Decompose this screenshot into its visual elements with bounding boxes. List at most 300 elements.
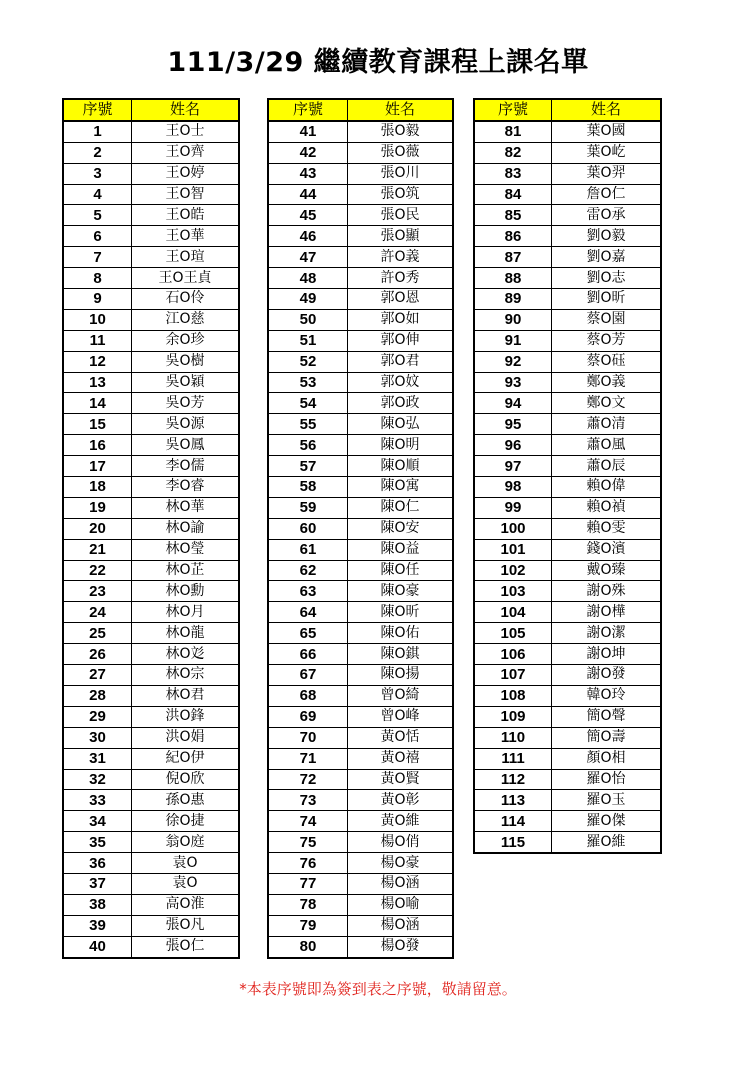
table-row (63, 414, 239, 435)
row-name: 楊O豪 (348, 853, 454, 874)
row-number: 73 (268, 790, 348, 811)
footer-note: *本表序號即為簽到表之序號，敬請留意。 (239, 980, 517, 998)
row-number: 17 (63, 456, 132, 477)
table-row (268, 121, 453, 142)
row-name: 簡O聲 (552, 706, 662, 727)
row-number: 36 (63, 853, 132, 874)
header-name: 姓名 (132, 99, 240, 121)
row-name: 郭O如 (348, 309, 454, 330)
table-row (474, 163, 661, 184)
row-name: 王O華 (132, 226, 240, 247)
row-name: 袁O (132, 873, 240, 894)
row-name: 蔡O砡 (552, 351, 662, 372)
row-number: 72 (268, 769, 348, 790)
row-number: 60 (268, 518, 348, 539)
row-number: 114 (474, 811, 552, 832)
table-row (268, 560, 453, 581)
row-name: 謝O發 (552, 665, 662, 686)
row-number: 38 (63, 894, 132, 915)
row-name: 陳O佑 (348, 623, 454, 644)
table-row (63, 727, 239, 748)
row-number: 78 (268, 894, 348, 915)
row-name: 羅O維 (552, 832, 662, 853)
table-row (268, 247, 453, 268)
row-number: 18 (63, 477, 132, 498)
table-row (268, 435, 453, 456)
row-name: 黃O賢 (348, 769, 454, 790)
row-number: 89 (474, 289, 552, 310)
table-row (63, 769, 239, 790)
row-number: 48 (268, 268, 348, 289)
table-row (474, 602, 661, 623)
row-name: 江O慈 (132, 309, 240, 330)
row-number: 54 (268, 393, 348, 414)
row-name: 袁O (132, 853, 240, 874)
row-name: 楊O發 (348, 936, 454, 957)
row-name: 張O仁 (132, 936, 240, 957)
row-number: 95 (474, 414, 552, 435)
row-name: 王O瑄 (132, 247, 240, 268)
row-name: 葉O羿 (552, 163, 662, 184)
table-row (268, 518, 453, 539)
table-row (474, 456, 661, 477)
row-number: 107 (474, 665, 552, 686)
row-number: 111 (474, 748, 552, 769)
row-number: 99 (474, 497, 552, 518)
row-name: 吳O穎 (132, 372, 240, 393)
table-row (63, 790, 239, 811)
roster-table-1 (62, 98, 240, 959)
table-row (474, 811, 661, 832)
row-number: 94 (474, 393, 552, 414)
table-row (268, 142, 453, 163)
table-row (63, 644, 239, 665)
row-name: 張O凡 (132, 915, 240, 936)
row-number: 106 (474, 644, 552, 665)
table-row (268, 581, 453, 602)
table-row (268, 163, 453, 184)
table-row (268, 330, 453, 351)
row-name: 高O淮 (132, 894, 240, 915)
header-row (268, 99, 453, 121)
row-number: 103 (474, 581, 552, 602)
row-number: 16 (63, 435, 132, 456)
table-row (268, 205, 453, 226)
row-name: 張O民 (348, 205, 454, 226)
table-row (474, 539, 661, 560)
row-name: 林O瑩 (132, 539, 240, 560)
row-number: 47 (268, 247, 348, 268)
roster-table-3 (473, 98, 662, 854)
table-row (474, 518, 661, 539)
header-number: 序號 (268, 99, 348, 121)
header-row (474, 99, 661, 121)
row-name: 鄭O文 (552, 393, 662, 414)
row-name: 黃O恬 (348, 727, 454, 748)
table-row (474, 121, 661, 142)
row-name: 王O齊 (132, 142, 240, 163)
row-name: 陳O豪 (348, 581, 454, 602)
row-name: 楊O喻 (348, 894, 454, 915)
row-number: 69 (268, 706, 348, 727)
row-name: 林O諭 (132, 518, 240, 539)
row-number: 110 (474, 727, 552, 748)
row-number: 109 (474, 706, 552, 727)
row-name: 郭O政 (348, 393, 454, 414)
row-name: 林O華 (132, 497, 240, 518)
row-number: 9 (63, 289, 132, 310)
table-row (268, 894, 453, 915)
row-name: 戴O臻 (552, 560, 662, 581)
table-row (268, 372, 453, 393)
row-name: 張O顯 (348, 226, 454, 247)
row-number: 27 (63, 665, 132, 686)
row-name: 賴O禎 (552, 497, 662, 518)
table-row (474, 372, 661, 393)
table-row (63, 497, 239, 518)
table-row (474, 226, 661, 247)
table-row (474, 832, 661, 853)
row-number: 6 (63, 226, 132, 247)
table-row (63, 518, 239, 539)
row-name: 翁O庭 (132, 832, 240, 853)
row-number: 5 (63, 205, 132, 226)
row-name: 羅O怡 (552, 769, 662, 790)
row-name: 林O月 (132, 602, 240, 623)
table-row (63, 393, 239, 414)
row-number: 67 (268, 665, 348, 686)
row-number: 105 (474, 623, 552, 644)
row-name: 王O智 (132, 184, 240, 205)
row-name: 郭O恩 (348, 289, 454, 310)
row-number: 71 (268, 748, 348, 769)
table-row (474, 644, 661, 665)
row-name: 賴O偉 (552, 477, 662, 498)
row-name: 陳O錤 (348, 644, 454, 665)
row-name: 謝O殊 (552, 581, 662, 602)
table-row (268, 748, 453, 769)
header-row (63, 99, 239, 121)
row-name: 倪O欣 (132, 769, 240, 790)
row-name: 陳O仁 (348, 497, 454, 518)
table-row (268, 456, 453, 477)
row-number: 14 (63, 393, 132, 414)
table-row (63, 184, 239, 205)
row-number: 91 (474, 330, 552, 351)
row-number: 10 (63, 309, 132, 330)
table-row (474, 685, 661, 706)
row-number: 51 (268, 330, 348, 351)
table-row (268, 497, 453, 518)
row-number: 90 (474, 309, 552, 330)
row-number: 46 (268, 226, 348, 247)
table-row (63, 706, 239, 727)
row-number: 24 (63, 602, 132, 623)
row-number: 21 (63, 539, 132, 560)
row-name: 楊O涵 (348, 915, 454, 936)
row-name: 陳O昕 (348, 602, 454, 623)
table-row (268, 832, 453, 853)
row-name: 簡O壽 (552, 727, 662, 748)
row-name: 郭O伸 (348, 330, 454, 351)
row-name: 羅O玉 (552, 790, 662, 811)
table-row (474, 330, 661, 351)
row-name: 林O彣 (132, 644, 240, 665)
row-number: 11 (63, 330, 132, 351)
table-row (474, 665, 661, 686)
row-number: 37 (63, 873, 132, 894)
header-number: 序號 (63, 99, 132, 121)
row-number: 101 (474, 539, 552, 560)
table-row (268, 602, 453, 623)
row-number: 23 (63, 581, 132, 602)
header-name: 姓名 (552, 99, 662, 121)
row-name: 曾O綺 (348, 685, 454, 706)
row-number: 62 (268, 560, 348, 581)
row-number: 3 (63, 163, 132, 184)
table-row (474, 748, 661, 769)
table-row (268, 268, 453, 289)
table-row (474, 477, 661, 498)
row-number: 65 (268, 623, 348, 644)
row-number: 22 (63, 560, 132, 581)
row-name: 李O儒 (132, 456, 240, 477)
table-row (268, 644, 453, 665)
table-row (63, 435, 239, 456)
row-name: 郭O君 (348, 351, 454, 372)
row-number: 45 (268, 205, 348, 226)
page-title: 111/3/29 繼續教育課程上課名單 (167, 47, 589, 78)
table-row (63, 748, 239, 769)
row-name: 陳O揚 (348, 665, 454, 686)
row-number: 4 (63, 184, 132, 205)
table-row (268, 853, 453, 874)
row-number: 52 (268, 351, 348, 372)
row-number: 43 (268, 163, 348, 184)
row-name: 顏O相 (552, 748, 662, 769)
row-number: 104 (474, 602, 552, 623)
table-row (268, 811, 453, 832)
row-name: 黃O彰 (348, 790, 454, 811)
table-row (474, 289, 661, 310)
row-number: 26 (63, 644, 132, 665)
row-number: 19 (63, 497, 132, 518)
table-row (63, 163, 239, 184)
row-number: 61 (268, 539, 348, 560)
row-name: 吳O鳳 (132, 435, 240, 456)
table-row (268, 936, 453, 957)
table-row (474, 497, 661, 518)
row-name: 張O筑 (348, 184, 454, 205)
row-name: 吳O芳 (132, 393, 240, 414)
table-row (474, 142, 661, 163)
table-row (63, 853, 239, 874)
row-number: 92 (474, 351, 552, 372)
table-row (63, 477, 239, 498)
row-name: 陳O順 (348, 456, 454, 477)
table-row (474, 769, 661, 790)
row-name: 洪O鋒 (132, 706, 240, 727)
table-row (63, 873, 239, 894)
row-number: 81 (474, 121, 552, 142)
header-number: 序號 (474, 99, 552, 121)
row-number: 66 (268, 644, 348, 665)
table-row (474, 351, 661, 372)
table-row (63, 602, 239, 623)
row-name: 劉O昕 (552, 289, 662, 310)
table-row (63, 581, 239, 602)
table-row (268, 414, 453, 435)
row-name: 葉O國 (552, 121, 662, 142)
row-number: 53 (268, 372, 348, 393)
table-row (268, 184, 453, 205)
row-name: 陳O任 (348, 560, 454, 581)
row-name: 石O伶 (132, 289, 240, 310)
table-row (474, 623, 661, 644)
row-name: 錢O濱 (552, 539, 662, 560)
table-row (268, 915, 453, 936)
table-row (63, 665, 239, 686)
table-row (474, 414, 661, 435)
row-name: 徐O捷 (132, 811, 240, 832)
row-name: 洪O娟 (132, 727, 240, 748)
row-number: 29 (63, 706, 132, 727)
row-number: 96 (474, 435, 552, 456)
row-number: 34 (63, 811, 132, 832)
row-number: 113 (474, 790, 552, 811)
table-row (268, 727, 453, 748)
row-name: 吳O樹 (132, 351, 240, 372)
table-row (474, 435, 661, 456)
table-row (474, 560, 661, 581)
row-number: 83 (474, 163, 552, 184)
row-number: 100 (474, 518, 552, 539)
row-number: 85 (474, 205, 552, 226)
row-number: 64 (268, 602, 348, 623)
row-name: 雷O承 (552, 205, 662, 226)
table-row (474, 790, 661, 811)
row-name: 劉O嘉 (552, 247, 662, 268)
row-name: 郭O妏 (348, 372, 454, 393)
roster-table-2 (267, 98, 454, 959)
table-row (268, 226, 453, 247)
row-number: 13 (63, 372, 132, 393)
row-name: 張O川 (348, 163, 454, 184)
table-row (63, 226, 239, 247)
row-number: 112 (474, 769, 552, 790)
table-row (63, 268, 239, 289)
row-name: 張O毅 (348, 121, 454, 142)
row-number: 80 (268, 936, 348, 957)
row-number: 42 (268, 142, 348, 163)
row-number: 58 (268, 477, 348, 498)
row-name: 王O王貞 (132, 268, 240, 289)
table-row (63, 936, 239, 957)
row-number: 2 (63, 142, 132, 163)
row-number: 88 (474, 268, 552, 289)
row-name: 葉O屹 (552, 142, 662, 163)
row-name: 劉O志 (552, 268, 662, 289)
row-number: 79 (268, 915, 348, 936)
table-row (268, 665, 453, 686)
row-number: 33 (63, 790, 132, 811)
row-name: 謝O樺 (552, 602, 662, 623)
row-number: 97 (474, 456, 552, 477)
row-number: 28 (63, 685, 132, 706)
row-number: 41 (268, 121, 348, 142)
row-number: 25 (63, 623, 132, 644)
table-row (474, 184, 661, 205)
row-number: 59 (268, 497, 348, 518)
table-row (63, 456, 239, 477)
row-number: 49 (268, 289, 348, 310)
row-number: 44 (268, 184, 348, 205)
row-name: 張O薇 (348, 142, 454, 163)
row-name: 蔡O園 (552, 309, 662, 330)
row-number: 20 (63, 518, 132, 539)
table-row (63, 289, 239, 310)
table-row (474, 247, 661, 268)
row-name: 謝O坤 (552, 644, 662, 665)
table-row (268, 769, 453, 790)
row-number: 30 (63, 727, 132, 748)
row-name: 吳O源 (132, 414, 240, 435)
table-row (63, 205, 239, 226)
row-number: 68 (268, 685, 348, 706)
row-number: 74 (268, 811, 348, 832)
table-row (63, 560, 239, 581)
row-name: 林O宗 (132, 665, 240, 686)
row-name: 陳O明 (348, 435, 454, 456)
table-row (63, 894, 239, 915)
table-row (474, 309, 661, 330)
row-name: 賴O雯 (552, 518, 662, 539)
row-name: 蕭O風 (552, 435, 662, 456)
row-number: 75 (268, 832, 348, 853)
row-name: 劉O毅 (552, 226, 662, 247)
row-name: 林O君 (132, 685, 240, 706)
row-name: 林O龍 (132, 623, 240, 644)
table-row (268, 393, 453, 414)
row-name: 謝O潔 (552, 623, 662, 644)
table-row (268, 309, 453, 330)
row-number: 8 (63, 268, 132, 289)
table-row (474, 205, 661, 226)
row-number: 7 (63, 247, 132, 268)
row-name: 詹O仁 (552, 184, 662, 205)
row-name: 蔡O芳 (552, 330, 662, 351)
table-row (63, 539, 239, 560)
row-name: 林O勳 (132, 581, 240, 602)
row-number: 31 (63, 748, 132, 769)
row-number: 15 (63, 414, 132, 435)
table-row (63, 247, 239, 268)
row-number: 70 (268, 727, 348, 748)
row-number: 86 (474, 226, 552, 247)
row-name: 許O義 (348, 247, 454, 268)
row-number: 93 (474, 372, 552, 393)
table-row (268, 623, 453, 644)
row-number: 55 (268, 414, 348, 435)
table-row (474, 581, 661, 602)
row-number: 98 (474, 477, 552, 498)
row-number: 82 (474, 142, 552, 163)
table-row (268, 685, 453, 706)
table-row (268, 706, 453, 727)
row-number: 50 (268, 309, 348, 330)
row-name: 楊O涵 (348, 873, 454, 894)
row-name: 蕭O清 (552, 414, 662, 435)
